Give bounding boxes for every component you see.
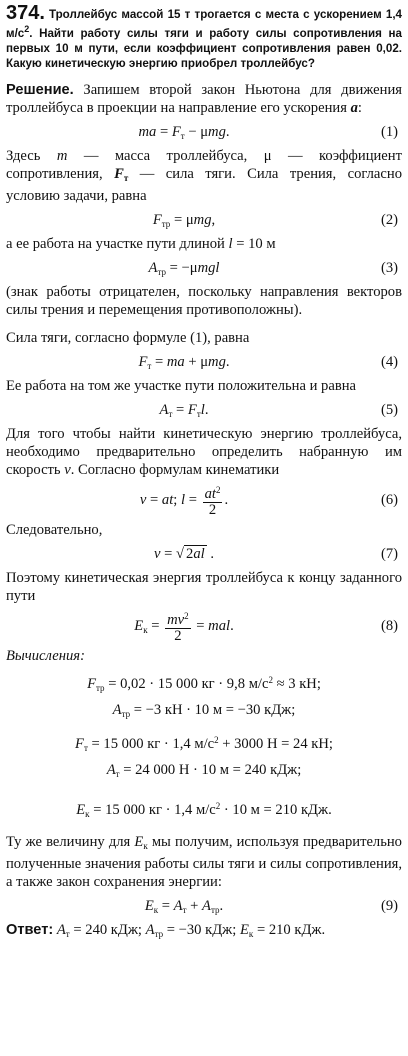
paragraph-thrust-work: Ее работа на том же участке пути положительна и равна [6, 378, 356, 394]
paragraph-note: (знак работы отрицателен, поскольку направления векторов силы трения и перемещения противоположны). [6, 284, 402, 318]
paragraph-speed: Для того чтобы найти кинетическую энергию троллейбуса, необходимо предварительно определить набранную им скорость v. Согласно формулам кинематики [6, 426, 402, 478]
paragraph-kinetic: Поэтому кинетическая энергия троллейбуса к концу заданного пути [6, 570, 402, 604]
equation-7: v = √ 2al . (7) [154, 545, 398, 562]
paragraph-work: а ее работа на участке пути длиной l = 10 м [6, 236, 276, 252]
problem-text-a: Троллейбус массой 15 т трогается с места с ускорением 1,4 м/с [6, 8, 402, 40]
paragraph-hence: Следовательно, [6, 522, 103, 538]
equation-4: $F_т$ = ma + μmg. (4) [138, 353, 398, 371]
equation-8: $E_к$ = $\frac{mv^2}{2}$ = mal. (8) [134, 610, 398, 644]
solution-label: Решение. [6, 82, 74, 98]
calc-line-1: $F_{тр} = 0,02 \cdot 15$ 000 кг · 9,8 $м/с^2 \approx 3$ кН; [87, 675, 321, 693]
answer: Ответ: $A_т = 240$ кДж; $A_{тр} = -30$ кДж; $E_к = 210$ кДж. [6, 922, 326, 939]
equation-2: $F_{тр} = \mu mg$, (2) [152, 211, 398, 229]
calc-line-3: $F_т = 15$ 000 кг · 1,4 $м/с^2 + 3000$ Н = 24 кН; [75, 735, 333, 753]
paragraph-thrust: Сила тяги, согласно формуле (1), равна [6, 330, 250, 346]
paragraph-same: Ту же величину для $E_к$ мы получим, используя предварительно полученные значения работы силы тяги и силы сопротивления, а также закон сохранения энергии: [6, 834, 402, 890]
equation-5: $A_т = F_тl$. (5) [159, 401, 398, 419]
equation-6: v = at; l = $\frac{at^2}{2}$ . (6) [139, 484, 398, 518]
problem-number: 374. [6, 2, 45, 24]
problem-text-b: . Найти работу силы тяги и работу силы сопротивления на первых 10 м пути, если коэффициент сопротивления равен 0,02. Какую кинетическую энергию приобрел троллейбус? [6, 27, 402, 70]
equation-1: ma = $F_т - \mu mg$. (1) [138, 123, 398, 141]
calc-line-5: $E_к = 15$ 000 кг · 1,4 $м/с^2 \cdot 10$ м = 210 кДж. [76, 801, 332, 819]
paragraph-here: Здесь m — масса троллейбуса, μ — коэффициент сопротивления, $F_т$ — сила тяги. Сила трения, согласно условию задачи, равна [6, 148, 402, 204]
calc-line-4: $A_т = 24$ 000 Н · 10 м = 240 кДж; [106, 762, 302, 779]
equation-3: $A_{тр} = -\mu mgl$ (3) [148, 259, 398, 277]
calc-label: Вычисления: [6, 648, 85, 664]
calc-line-2: $A_{тр} = -3$ кН · 10 м = −30 кДж; [112, 702, 296, 719]
solution-intro: Решение. Запишем второй закон Ньютона для движения троллейбуса в проекции на направление его ускорения a: [6, 82, 402, 116]
equation-9: $E_к = A_т + A_{тр}$. (9) [144, 897, 398, 915]
problem-statement: 374. Троллейбус массой 15 т трогается с места с ускорением 1,4 $м/с^2$. Найти работу силы тяги и работу силы сопротивления на первых 10 м пути, если коэффициент сопротивления равен 0,02. Какую кинетическую энергию приобрел троллейбус? [6, 2, 402, 70]
